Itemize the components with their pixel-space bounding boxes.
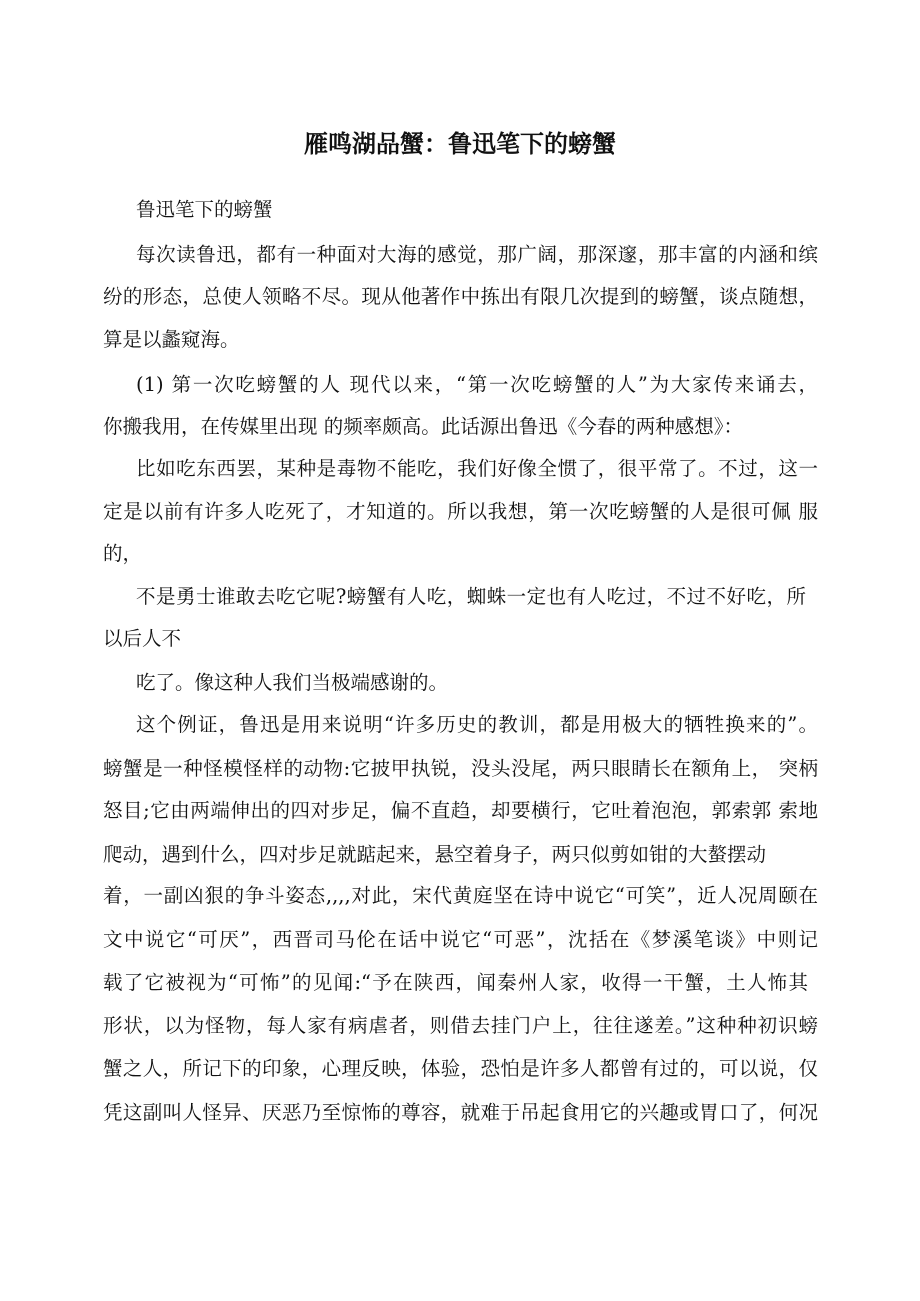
paragraph-line: 纷的形态，总使人领略不尽。现从他著作中拣出有限几次提到的螃蟹，谈点随想， xyxy=(103,285,818,308)
paragraph-line: 形状，以为怪物，每人家有病虐者，则借去挂门户上，往往遂差。”这种种初识螃 xyxy=(103,1014,818,1037)
paragraph-line: 怒目;它由两端伸出的四对步足，偏不直趋，却要横行，它吐着泡泡，郭索郭 索地 xyxy=(103,799,818,822)
paragraph-line: 蟹之人，所记下的印象，心理反映，体验，恐怕是许多人都曾有过的，可以说，仅 xyxy=(103,1057,818,1080)
paragraph-line: 这个例证，鲁迅是用来说明“许多历史的教训，都是用极大的牺牲换来的”。 xyxy=(136,713,818,736)
paragraph-line: 螃蟹是一种怪模怪样的动物:它披甲执锐，没头没尾，两只眼睛长在额角上， 突柄 xyxy=(103,757,818,780)
paragraph-line: 的， xyxy=(103,542,143,565)
paragraph-line: 爬动，遇到什么，四对步足就踮起来，悬空着身子，两只似剪如钳的大螯摆动 xyxy=(103,843,767,866)
paragraph-line: 以后人不 xyxy=(103,627,182,650)
paragraph-line: 文中说它“可厌”，西晋司马伦在话中说它“可恶”，沈括在《梦溪笔谈》中则记 xyxy=(103,928,818,951)
paragraph-line: 着，一副凶狠的争斗姿态,,,,对此，宋代黄庭坚在诗中说它“可笑”，近人况周颐在 xyxy=(103,884,818,907)
paragraph-line: (1) 第一次吃螃蟹的人 现代以来，“第一次吃螃蟹的人”为大家传来诵去， xyxy=(136,373,818,396)
paragraph-line: 你搬我用，在传媒里出现 的频率颇高。此话源出鲁迅《今春的两种感想》： xyxy=(103,415,743,438)
paragraph-line: 算是以蠡窥海。 xyxy=(103,328,240,351)
document-title: 雁鸣湖品蟹：鲁迅笔下的螃蟹 xyxy=(304,130,616,158)
paragraph-line: 每次读鲁迅，都有一种面对大海的感觉，那广阔，那深邃，那丰富的内涵和缤 xyxy=(136,243,818,266)
paragraph-line: 吃了。像这种人我们当极端感谢的。 xyxy=(136,671,449,694)
subtitle: 鲁迅笔下的螃蟹 xyxy=(136,198,273,221)
paragraph-line: 凭这副叫人怪异、厌恶乃至惊怖的尊容，就难于吊起食用它的兴趣或胃口了，何况 xyxy=(103,1101,818,1124)
paragraph-line: 不是勇士谁敢去吃它呢?螃蟹有人吃，蜘蛛一定也有人吃过，不过不好吃，所 xyxy=(136,585,806,608)
paragraph-line: 定是以前有许多人吃死了，才知道的。所以我想，第一次吃螃蟹的人是很可佩 服 xyxy=(103,500,818,523)
paragraph-line: 比如吃东西罢，某种是毒物不能吃，我们好像全惯了，很平常了。不过，这一 xyxy=(136,457,818,480)
paragraph-line: 载了它被视为“可怖”的见闻:“予在陕西，闻秦州人家，收得一干蟹，土人怖其 xyxy=(103,971,808,994)
